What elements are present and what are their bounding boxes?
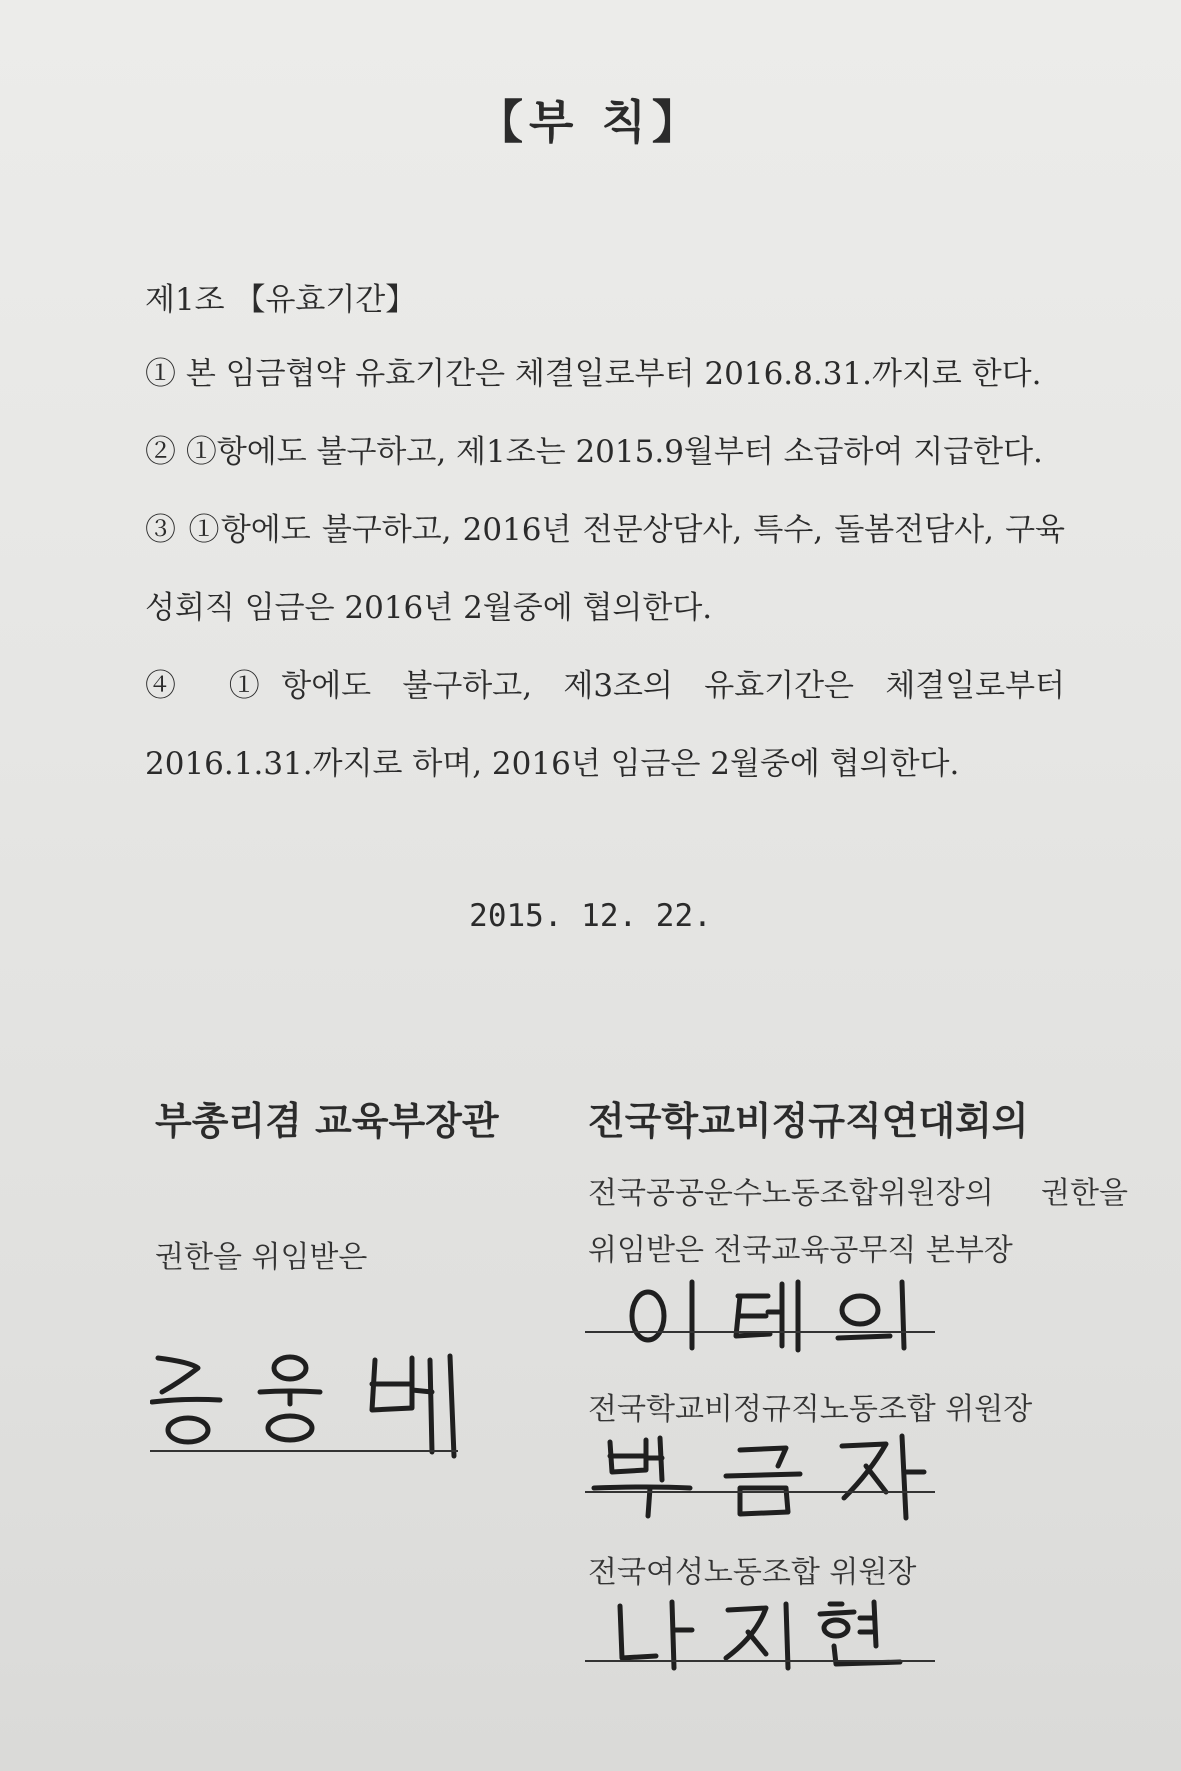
left-party-signature bbox=[150, 1340, 470, 1460]
signatory-2-signature-line bbox=[585, 1491, 935, 1493]
signatory-3-title: 전국여성노동조합 위원장 bbox=[588, 1555, 917, 1590]
left-signature-line bbox=[150, 1450, 458, 1452]
signatory-1-title-line1: 전국공공운수노동조합위원장의 권한을 bbox=[588, 1176, 1128, 1211]
signing-date: 2015. 12. 22. bbox=[469, 898, 712, 934]
signatory-3-signature-line bbox=[585, 1660, 935, 1662]
clause-4: ④ ①항에도 불구하고, 제3조의 유효기간은 체결일로부터 2016.1.31.까지로 하며, 2016년 임금은 2월중에 협의한다. bbox=[145, 668, 1065, 782]
signatory-1-signature bbox=[620, 1274, 940, 1354]
clause-2: ② ①항에도 불구하고, 제1조는 2015.9월부터 소급하여 지급한다. bbox=[145, 434, 1043, 470]
signatory-3-signature bbox=[610, 1596, 910, 1676]
left-party-delegation: 권한을 위임받은 bbox=[155, 1240, 368, 1275]
clause-3: ③ ①항에도 불구하고, 2016년 전문상담사, 특수, 돌봄전담사, 구육성회직 임금은 2016년 2월중에 협의한다. bbox=[145, 512, 1065, 626]
article-heading: 제1조 【유효기간】 bbox=[145, 282, 417, 318]
clause-1: ① 본 임금협약 유효기간은 체결일로부터 2016.8.31.까지로 한다. bbox=[145, 356, 1042, 392]
right-party-org: 전국학교비정규직연대회의 bbox=[588, 1099, 1029, 1143]
document-title: 【부 칙】 bbox=[477, 95, 704, 149]
signatory-1-title-line2: 위임받은 전국교육공무직 본부장 bbox=[588, 1233, 1013, 1268]
signatory-2-signature bbox=[590, 1432, 930, 1522]
signatory-1-signature-line bbox=[585, 1331, 935, 1333]
left-party-org: 부총리겸 교육부장관 bbox=[155, 1099, 499, 1143]
signatory-2-title: 전국학교비정규직노동조합 위원장 bbox=[588, 1392, 1033, 1427]
